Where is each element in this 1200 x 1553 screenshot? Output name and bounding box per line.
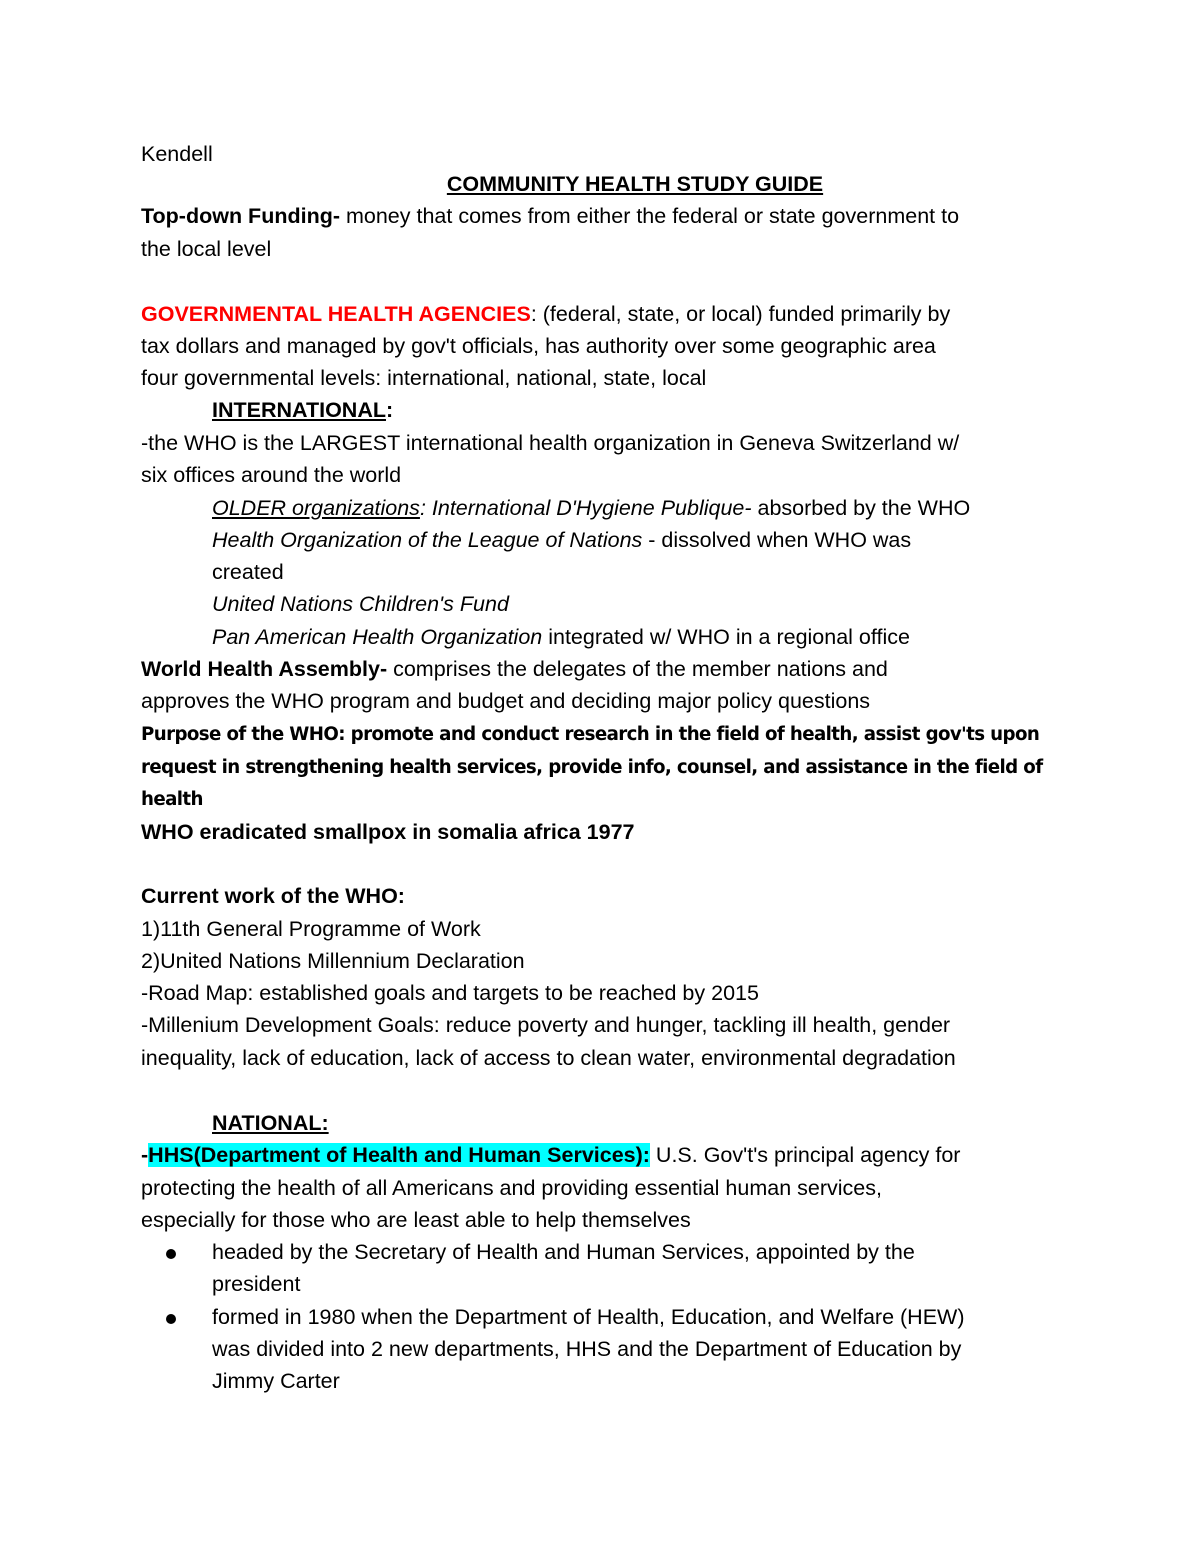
wha-line-1 xyxy=(141,653,888,685)
bullet-dot-1 xyxy=(166,1249,176,1259)
current-work-item-1: 1)11th General Programme of Work xyxy=(141,917,481,941)
older-orgs-line xyxy=(212,492,970,524)
org4-rest: integrated w/ WHO in a regional office xyxy=(542,625,910,649)
gov-agencies-term: GOVERNMENTAL HEALTH AGENCIES xyxy=(141,302,531,326)
current-work-item-3: -Road Map: established goals and targets to be reached by 2015 xyxy=(141,981,759,1005)
hhs-line-2: protecting the health of all Americans and providing essential human services, xyxy=(141,1176,882,1200)
hhs-dash: - xyxy=(141,1143,149,1167)
current-work-item-4a: -Millenium Development Goals: reduce poverty and hunger, tackling ill health, gender xyxy=(141,1013,951,1037)
purpose-line-2: request in strengthening health services, provide info, counsel, and assistance in the field of xyxy=(141,757,1043,778)
hhs-term: HHS(Department of Health and Human Services): xyxy=(148,1143,650,1167)
older-orgs-colon: : xyxy=(419,496,426,520)
wha-line-2: approves the WHO program and budget and deciding major policy questions xyxy=(141,689,871,713)
hhs-def-1: U.S. Gov't's principal agency for xyxy=(649,1143,961,1167)
current-work-item-2: 2)United Nations Millennium Declaration xyxy=(141,949,525,973)
org2-rest: - dissolved when WHO was xyxy=(642,528,912,552)
wha-def-1: comprises the delegates of the member nations and xyxy=(387,657,888,681)
hhs-bullet-1b: president xyxy=(212,1272,301,1296)
wha-term: World Health Assembly- xyxy=(141,657,388,681)
who-line-1: -the WHO is the LARGEST international health organization in Geneva Switzerland w/ xyxy=(141,431,960,455)
hhs-bullet-2c: Jimmy Carter xyxy=(212,1369,340,1393)
national-heading: NATIONAL: xyxy=(212,1111,329,1135)
international-heading xyxy=(212,394,393,426)
bullet-dot-2 xyxy=(166,1314,176,1324)
org1-name: International D'Hygiene Publique- xyxy=(425,496,752,520)
hhs-line-1 xyxy=(141,1139,960,1171)
hhs-bullet-2b: was divided into 2 new departments, HHS and the Department of Education by xyxy=(212,1337,962,1361)
org2-line xyxy=(212,524,911,556)
author-name: Kendell xyxy=(141,142,213,166)
page-title: COMMUNITY HEALTH STUDY GUIDE xyxy=(446,172,824,196)
who-line-2: six offices around the world xyxy=(141,463,402,487)
older-orgs-label: OLDER organizations xyxy=(212,496,420,520)
topdown-term: Top-down Funding- xyxy=(141,204,340,228)
smallpox-line: WHO eradicated smallpox in somalia africa 1977 xyxy=(141,820,635,844)
org3-line: United Nations Children's Fund xyxy=(212,592,509,616)
hhs-bullet-1a: headed by the Secretary of Health and Human Services, appointed by the xyxy=(212,1240,915,1264)
topdown-def-1: money that comes from either the federal or state government to xyxy=(340,204,960,228)
international-heading-text: INTERNATIONAL xyxy=(212,398,386,422)
purpose-line-3: health xyxy=(141,789,203,810)
gov-agencies-line-1 xyxy=(141,298,950,330)
gov-agencies-line-2: tax dollars and managed by gov't officials, has authority over some geographic area xyxy=(141,334,936,358)
current-work-item-4b: inequality, lack of education, lack of access to clean water, environmental degradation xyxy=(141,1046,956,1070)
org4-name: Pan American Health Organization xyxy=(212,625,543,649)
topdown-line-2: the local level xyxy=(141,237,272,261)
gov-agencies-line-3: four governmental levels: international, national, state, local xyxy=(141,366,707,390)
hhs-bullet-2a: formed in 1980 when the Department of Health, Education, and Welfare (HEW) xyxy=(212,1305,965,1329)
hhs-line-3: especially for those who are least able to help themselves xyxy=(141,1208,691,1232)
org4-line xyxy=(212,621,910,653)
current-work-heading: Current work of the WHO: xyxy=(141,884,405,908)
international-heading-colon: : xyxy=(385,398,394,422)
org2-name: Health Organization of the League of Nations xyxy=(212,528,643,552)
org2-line-2: created xyxy=(212,560,284,584)
org1-rest: absorbed by the WHO xyxy=(751,496,971,520)
topdown-line-1 xyxy=(141,200,959,232)
gov-agencies-def-1: : (federal, state, or local) funded primarily by xyxy=(530,302,951,326)
purpose-line-1: Purpose of the WHO: promote and conduct research in the field of health, assist gov'ts upon xyxy=(141,724,1040,745)
